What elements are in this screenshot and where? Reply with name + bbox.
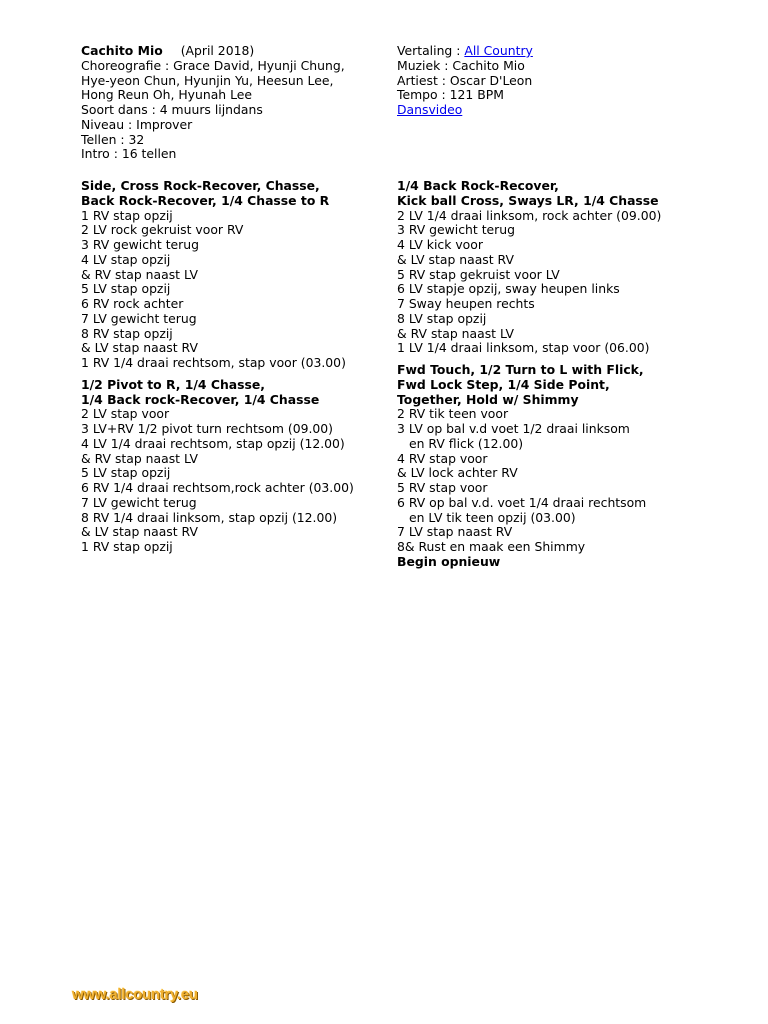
step-line: 3 RV gewicht terug xyxy=(81,237,199,252)
section-heading: Side, Cross Rock-Recover, Chasse, xyxy=(81,178,320,193)
section-heading: 1/4 Back Rock-Recover, xyxy=(397,178,559,193)
step-line: 2 RV tik teen voor xyxy=(397,406,509,422)
left-column xyxy=(81,44,386,555)
step-line: & LV stap naast RV xyxy=(81,524,198,540)
step-line: & RV stap naast LV xyxy=(81,266,198,282)
step-line: 5 LV stap opzij xyxy=(81,465,171,481)
choreo-line-1: Choreografie : Grace David, Hyunji Chung, xyxy=(81,57,345,73)
artist-info: Artiest : Oscar D'Leon xyxy=(397,72,533,88)
step-line: & LV lock achter RV xyxy=(397,465,518,481)
translation-label: Vertaling : xyxy=(397,43,465,58)
section-2 xyxy=(81,378,386,555)
choreo-line-3: Hong Reun Oh, Hyunah Lee xyxy=(81,87,253,103)
section-heading: Fwd Lock Step, 1/4 Side Point, xyxy=(397,376,610,392)
step-line: 8 RV stap opzij xyxy=(81,325,173,341)
section-heading: Fwd Touch, 1/2 Turn to L with Flick, xyxy=(397,362,644,377)
section-4 xyxy=(397,363,727,570)
step-line: 7 Sway heupen rechts xyxy=(397,296,535,311)
dance-type: Soort dans : 4 muurs lijndans xyxy=(81,102,263,117)
step-line: 3 LV op bal v.d voet 1/2 draai linksom xyxy=(397,421,630,436)
dance-date: (April 2018) xyxy=(180,43,255,58)
step-line: 3 LV+RV 1/2 pivot turn rechtsom (09.00) xyxy=(81,421,333,436)
step-line: 4 LV kick voor xyxy=(397,237,483,252)
closing-text: Begin opnieuw xyxy=(397,553,501,569)
music-info: Muziek : Cachito Mio xyxy=(397,57,525,73)
allcountry-logo: www.allcountry.eu xyxy=(72,986,198,1003)
dance-intro: Intro : 16 tellen xyxy=(81,146,177,162)
section-3 xyxy=(397,179,727,356)
step-line: 6 LV stapje opzij, sway heupen links xyxy=(397,281,620,297)
step-line: 6 RV rock achter xyxy=(81,296,184,311)
translation-line xyxy=(397,44,727,59)
step-line: 1 RV stap opzij xyxy=(81,207,173,223)
step-line: 8 LV stap opzij xyxy=(397,310,487,326)
step-line: & LV stap naast RV xyxy=(81,340,198,356)
step-line: en RV flick (12.00) xyxy=(409,435,524,451)
dance-title: Cachito Mio xyxy=(81,43,163,58)
step-line: 5 LV stap opzij xyxy=(81,281,171,297)
step-line: 2 LV rock gekruist voor RV xyxy=(81,222,244,238)
section-heading: 1/2 Pivot to R, 1/4 Chasse, xyxy=(81,376,265,392)
step-line: 5 RV stap gekruist voor LV xyxy=(397,266,560,282)
section-heading: Back Rock-Recover, 1/4 Chasse to R xyxy=(81,192,330,208)
step-line: 3 RV gewicht terug xyxy=(397,222,515,238)
step-line: & RV stap naast LV xyxy=(397,325,514,341)
step-line: 7 LV gewicht terug xyxy=(81,494,197,510)
tempo-info: Tempo : 121 BPM xyxy=(397,87,504,103)
step-line: 4 LV stap opzij xyxy=(81,251,171,267)
right-column xyxy=(397,44,727,570)
step-line: 7 LV gewicht terug xyxy=(81,310,197,326)
step-line: en LV tik teen opzij (03.00) xyxy=(409,509,576,525)
step-line: 2 LV 1/4 draai linksom, rock achter (09.00) xyxy=(397,207,662,223)
dance-counts: Tellen : 32 xyxy=(81,131,145,147)
step-line: 4 RV stap voor xyxy=(397,450,488,466)
step-line: 5 RV stap voor xyxy=(397,480,488,495)
step-line: 7 LV stap naast RV xyxy=(397,524,513,540)
section-heading: 1/4 Back rock-Recover, 1/4 Chasse xyxy=(81,391,320,407)
dance-title-line xyxy=(81,44,386,59)
dansvideo-link[interactable]: Dansvideo xyxy=(397,102,463,117)
step-line: & LV stap naast RV xyxy=(397,251,514,267)
step-line: 2 LV stap voor xyxy=(81,406,170,422)
choreo-line-2: Hye-yeon Chun, Hyunjin Yu, Heesun Lee, xyxy=(81,72,334,88)
step-line: 4 LV 1/4 draai rechtsom, stap opzij (12.00) xyxy=(81,435,345,451)
all-country-link[interactable]: All Country xyxy=(464,43,533,58)
section-heading: Kick ball Cross, Sways LR, 1/4 Chasse xyxy=(397,192,659,208)
step-line: 1 RV stap opzij xyxy=(81,539,173,554)
step-line: 8 RV 1/4 draai linksom, stap opzij (12.00) xyxy=(81,509,338,525)
step-line: 8& Rust en maak een Shimmy xyxy=(397,539,586,554)
section-heading: Together, Hold w/ Shimmy xyxy=(397,391,579,407)
section-1 xyxy=(81,179,386,371)
dance-level: Niveau : Improver xyxy=(81,116,193,132)
step-line: 6 RV 1/4 draai rechtsom,rock achter (03.00) xyxy=(81,480,354,495)
step-line: 1 LV 1/4 draai linksom, stap voor (06.00) xyxy=(397,340,650,356)
step-line: & RV stap naast LV xyxy=(81,450,198,466)
step-line: 1 RV 1/4 draai rechtsom, stap voor (03.00) xyxy=(81,355,346,370)
step-line: 6 RV op bal v.d. voet 1/4 draai rechtsom xyxy=(397,494,647,510)
